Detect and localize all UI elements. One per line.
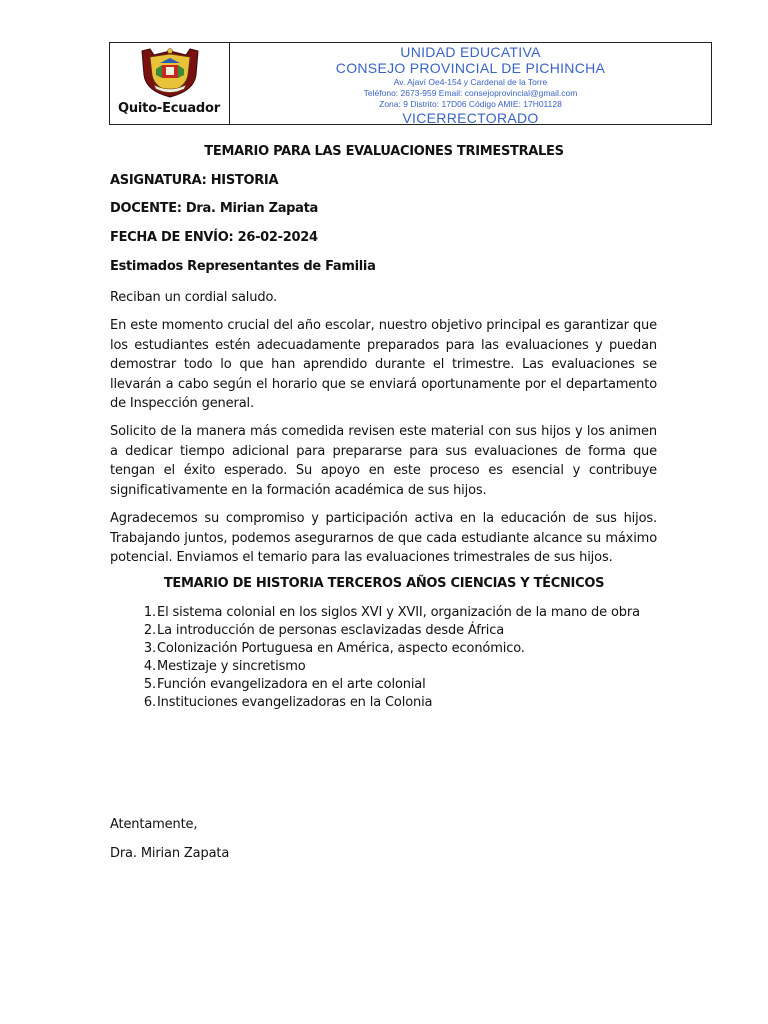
greeting-text: Reciban un cordial saludo. (110, 290, 277, 305)
list-item-number: 3. (143, 641, 156, 656)
institution-contact: Teléfono: 2673-959 Email: consejoprovincial@gmail.com (363, 88, 578, 98)
council-name: CONSEJO PROVINCIAL DE PICHINCHA (335, 60, 606, 76)
list-item-number: 2. (143, 623, 156, 638)
list-item-text: Instituciones evangelizadoras en la Colonia (157, 695, 433, 710)
institution-codes: Zona: 9 Distrito: 17D06 Código AMIE: 17H01128 (379, 99, 562, 109)
institution-address: Av. Ajaví Oe4-154 y Cardenal de la Torre (393, 77, 548, 87)
topic-list (110, 604, 670, 712)
greeting-heading: Estimados Representantes de Familia (110, 259, 376, 274)
list-item (110, 658, 670, 676)
list-item-text: Función evangelizadora en el arte colonial (157, 677, 426, 692)
subject-line: ASIGNATURA: HISTORIA (110, 173, 279, 188)
list-item (110, 604, 670, 622)
list-item-text: Mestizaje y sincretismo (157, 659, 306, 674)
document-title: TEMARIO PARA LAS EVALUACIONES TRIMESTRALES (204, 144, 564, 159)
header-city: Quito-Ecuador (118, 101, 220, 116)
list-item-text: Colonización Portuguesa en América, aspecto económico. (157, 641, 525, 656)
list-item-number: 4. (143, 659, 156, 674)
paragraph-1: En este momento crucial del año escolar, nuestro objetivo principal es garantizar que los estudiantes estén adecuadamente preparados para las evaluaciones y puedan demostrar todo lo que han aprendido durante el trimestre. Las evaluaciones se llevarán a cabo según el horario que se enviará oportunamente por el departamento de Inspección general. (110, 318, 657, 411)
school-crest-icon (136, 45, 204, 99)
list-item-number: 5. (143, 677, 156, 692)
teacher-line: DOCENTE: Dra. Mirian Zapata (110, 201, 319, 216)
list-item (110, 676, 670, 694)
paragraph-2: Solicito de la manera más comedida revisen este material con sus hijos y los animen a dedicar tiempo adicional para prepararse para sus evaluaciones de forma que tengan el éxito esperado. Su apoyo en este proceso es esencial y contribuye significativamente en la formación académica de sus hijos. (110, 424, 657, 498)
list-item (110, 622, 670, 640)
list-item-text: El sistema colonial en los siglos XVI y XVII, organización de la mano de obra (157, 605, 640, 620)
letterhead-text (230, 43, 711, 124)
closing-text: Atentamente, (110, 817, 198, 832)
signature-name: Dra. Mirian Zapata (110, 846, 230, 861)
syllabus-title: TEMARIO DE HISTORIA TERCEROS AÑOS CIENCIAS Y TÉCNICOS (163, 576, 605, 591)
letterhead-logo-cell (110, 43, 230, 124)
letterhead (109, 42, 712, 125)
paragraph-3: Agradecemos su compromiso y participación activa en la educación de sus hijos. Trabajando juntos, podemos asegurarnos de que cada estudiante alcance su máximo potencial. Enviamos el temario para las evaluaciones trimestrales de sus hijos. (110, 511, 657, 565)
institution-name: UNIDAD EDUCATIVA (400, 44, 541, 60)
list-item (110, 694, 670, 712)
department-name: VICERRECTORADO (402, 110, 539, 126)
list-item (110, 640, 670, 658)
date-line: FECHA DE ENVÍO: 26-02-2024 (110, 230, 318, 245)
list-item-text: La introducción de personas esclavizadas desde África (157, 623, 505, 638)
list-item-number: 1. (143, 605, 156, 620)
list-item-number: 6. (143, 695, 156, 710)
